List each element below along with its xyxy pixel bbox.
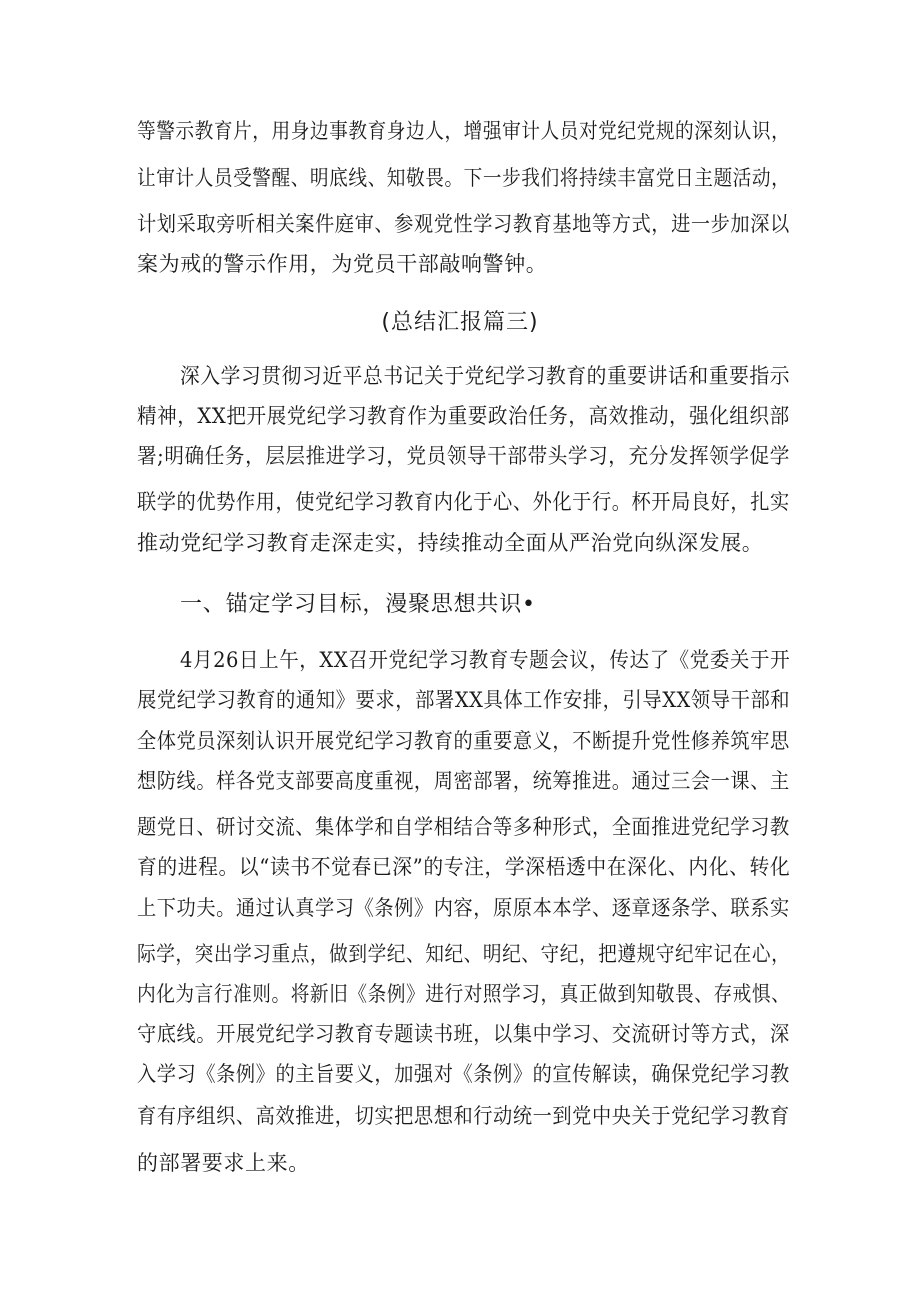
paragraph-line: 内化为言行准则。将新旧《条例》进行对照学习，真正做到知敬畏、存戒惧、 <box>137 982 791 1006</box>
paragraph-line: 4月26日上午，XX召开党纪学习教育专题会议，传达了《党委关于开 <box>180 648 791 672</box>
paragraph-line: 际学，突出学习重点，做到学纪、知纪、明纪、守纪，把遵规守纪牢记在心， <box>137 942 791 966</box>
paragraph-line: 让审计人员受警醒、明底线、知敬畏。下一步我们将持续丰富党日主题活动， <box>137 166 791 190</box>
paragraph-line: 展党纪学习教育的通知》要求，部署XX具体工作安排，引导XX领导干部和 <box>137 688 791 712</box>
paragraph-line: 署;明确任务，层层推进学习，党员领导干部带头学习，充分发挥领学促学 <box>137 444 790 468</box>
paragraph-line: 计划采取旁听相关案件庭审、参观党性学习教育基地等方式，进一步加深以 <box>137 212 790 236</box>
paragraph-line: 的部署要求上来。 <box>137 1151 310 1175</box>
paragraph-line: 守底线。开展党纪学习教育专题读书班，以集中学习、交流研讨等方式，深 <box>137 1022 790 1046</box>
section-title: (总结汇报篇三) <box>381 310 539 335</box>
paragraph-line: 全体党员深刻认识开展党纪学习教育的重要意义，不断提升党性修养筑牢思 <box>137 729 790 753</box>
paragraph-line: 入学习《条例》的主旨要义，加强对《条例》的宣传解读，确保党纪学习教 <box>137 1062 790 1086</box>
paragraph-line: 联学的优势作用，使党纪学习教育内化于心、外化于行。杯开局良好，扎实 <box>137 490 790 514</box>
paragraph-line: 精神，XX把开展党纪学习教育作为重要政治任务，高效推动，强化组织部 <box>137 404 790 428</box>
paragraph-line: 题党日、研讨交流、集体学和自学相结合等多种形式，全面推进党纪学习教 <box>137 815 790 839</box>
paragraph-line: 想防线。样各党支部要高度重视，周密部署，统筹推进。通过三会一课、主 <box>137 769 790 793</box>
paragraph-line: 等警示教育片，用身边事教育身边人，增强审计人员对党纪党规的深刻认识， <box>137 119 791 143</box>
paragraph-line: 育有序组织、高效推进，切实把思想和行动统一到党中央关于党纪学习教育 <box>137 1104 790 1128</box>
paragraph-line: 推动党纪学习教育走深走实，持续推动全面从严治党向纵深发展。 <box>137 531 764 555</box>
paragraph-line: 案为戒的警示作用，为党员干部敲响警钟。 <box>137 252 548 276</box>
paragraph-line: 育的进程。以“读书不觉春已深”的专注，学深梧透中在深化、内化、转化 <box>137 855 791 879</box>
paragraph-line: 深入学习贯彻习近平总书记关于党纪学习教育的重要讲话和重要指示 <box>180 364 791 388</box>
paragraph-line: 上下功夫。通过认真学习《条例》内容，原原本本学、逐章逐条学、联系实 <box>137 896 790 920</box>
heading-one: 一、锚定学习目标，漫聚思想共识• <box>180 592 536 617</box>
